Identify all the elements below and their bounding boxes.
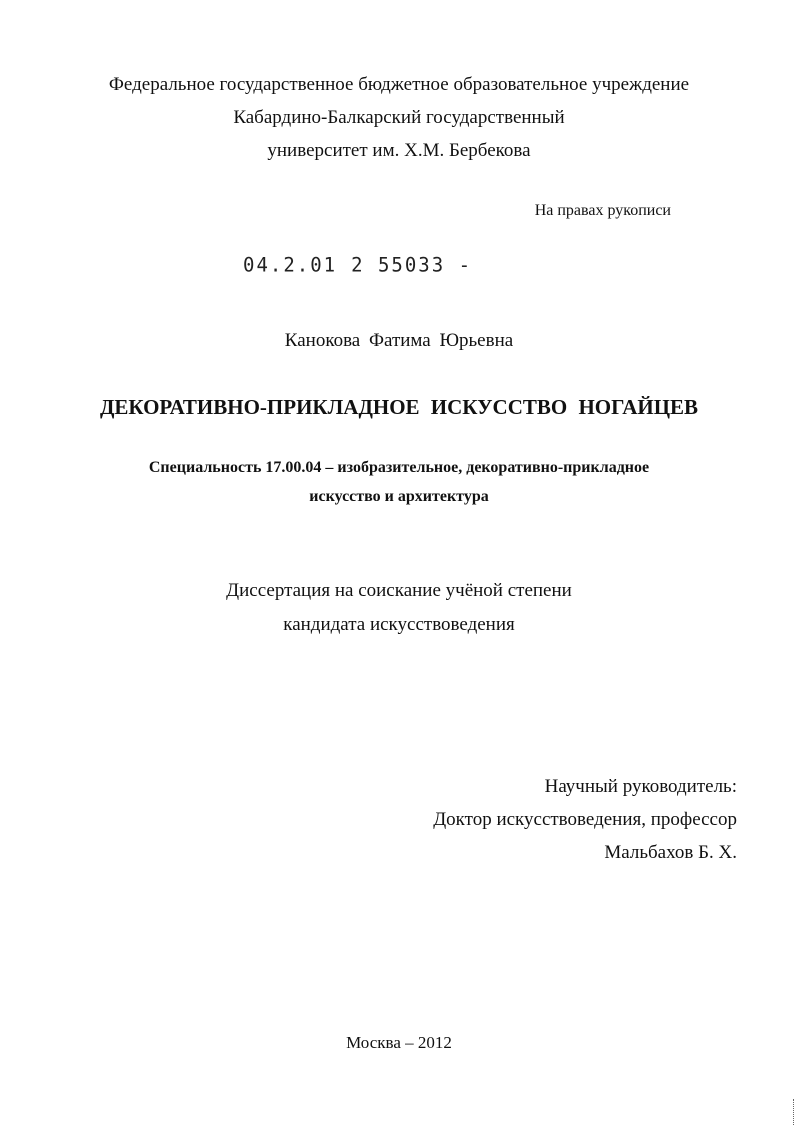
institution-line-3: университет им. Х.М. Бербекова [267,140,531,161]
supervisor-label: Научный руководитель: [544,776,737,797]
dissertation-title: ДЕКОРАТИВНО-ПРИКЛАДНОЕ ИСКУССТВО НОГАЙЦЕВ [99,395,699,419]
institution-line-1: Федеральное государственное бюджетное образовательное учреждение [108,74,690,95]
degree-line-1: Диссертация на соискание учёной степени [226,580,572,601]
supervisor-degree: Доктор искусствоведения, профессор [433,809,737,830]
degree-line-2: кандидата искусствоведения [283,614,515,635]
author-name: Канокова Фатима Юрьевна [284,330,514,351]
registry-stamp-part-2: 2 55033 - [351,253,473,277]
registry-stamp [243,253,472,276]
specialty-line-1: Специальность 17.00.04 – изобразительное, декоративно-прикладное [148,459,650,476]
institution-line-2: Кабардино-Балкарский государственный [233,107,565,128]
registry-stamp-part-1: 04.2.01 [243,253,338,277]
rights-note: На правах рукописи [534,202,671,219]
supervisor-name: Мальбахов Б. Х. [604,842,737,863]
place-and-year: Москва – 2012 [346,1033,452,1052]
specialty-line-2: искусство и архитектура [309,488,489,505]
scan-edge-mark [793,1099,796,1125]
